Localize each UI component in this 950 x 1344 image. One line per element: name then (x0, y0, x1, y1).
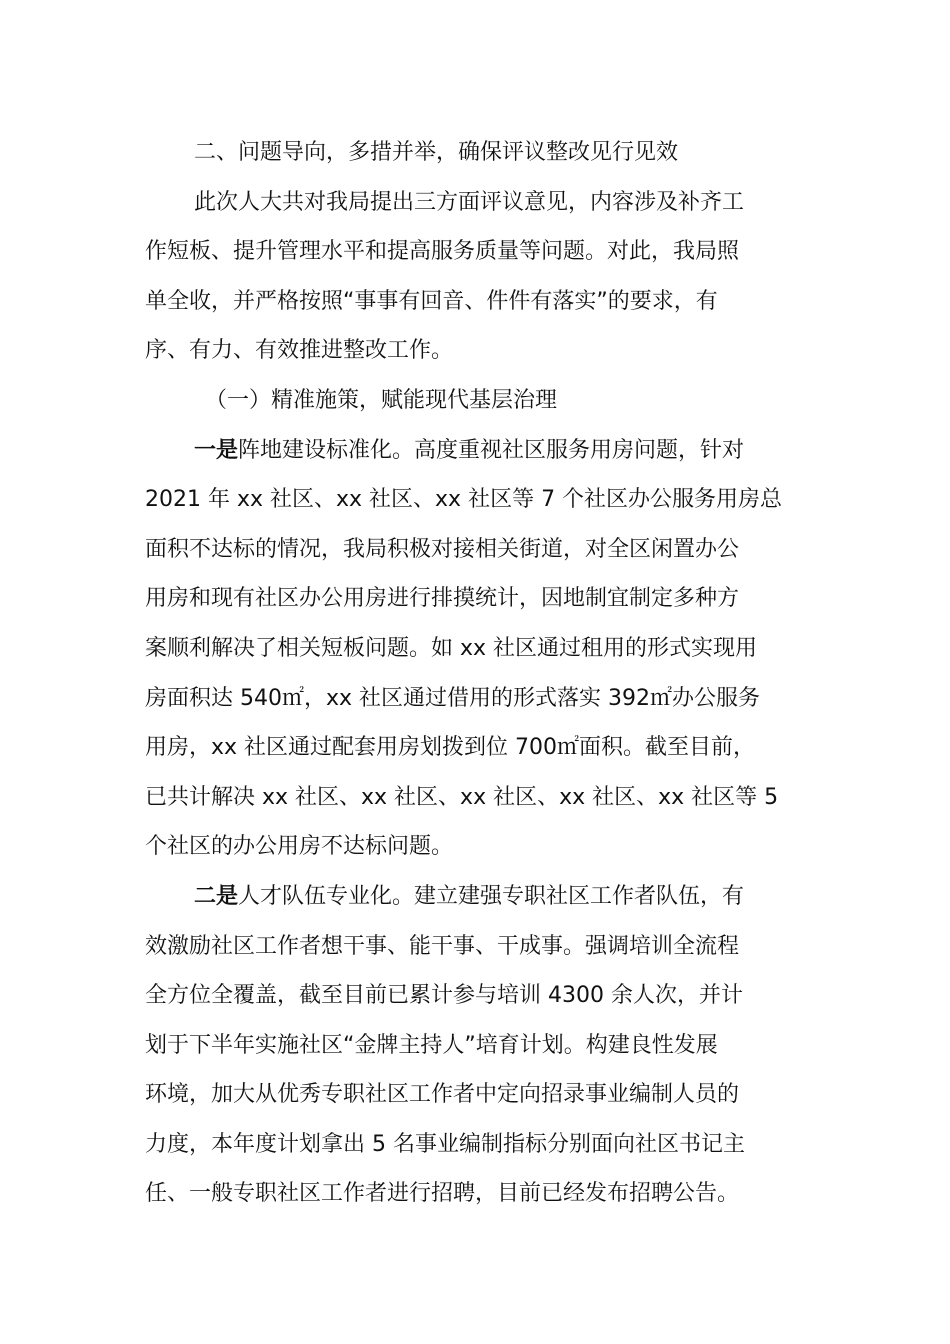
section-heading: 二、问题导向，多措并举，确保评议整改见行见效 (194, 140, 679, 165)
paragraph-intro (145, 178, 807, 376)
paragraph-line: 此次人大共对我局提出三方面评议意见，内容涉及补齐工 (194, 189, 745, 215)
item-lead: 二是 (194, 883, 239, 909)
document-body (145, 128, 807, 1219)
paragraph-line: 面积不达标的情况，我局积极对接相关街道，对全区闲置办公 (145, 536, 740, 562)
paragraph-item-one (145, 426, 807, 872)
paragraph-line: 任、一般专职社区工作者进行招聘，目前已经发布招聘公告。 (145, 1181, 740, 1207)
paragraph-line: 2021 年 xx 社区、xx 社区、xx 社区等 7 个社区办公服务用房总 (145, 487, 783, 513)
paragraph-first-line (145, 426, 807, 476)
paragraph-line: 作短板、提升管理水平和提高服务质量等问题。对此，我局照 (145, 239, 740, 265)
paragraph-line: 已共计解决 xx 社区、xx 社区、xx 社区、xx 社区、xx 社区等 5 (145, 784, 779, 810)
paragraph-line: 序、有力、有效推进整改工作。 (145, 338, 454, 364)
item-lead: 一是 (194, 437, 239, 463)
paragraph-line: 全方位全覆盖，截至目前已累计参与培训 4300 余人次，并计 (145, 983, 743, 1009)
paragraph-line-text: 人才队伍专业化。建立建强专职社区工作者队伍，有 (238, 883, 745, 909)
paragraph-line: 效激励社区工作者想干事、能干事、干成事。强调培训全流程 (145, 933, 740, 959)
paragraph-line: 环境，加大从优秀专职社区工作者中定向招录事业编制人员的 (145, 1082, 740, 1108)
paragraph-line-text: 阵地建设标准化。高度重视社区服务用房问题，针对 (238, 437, 745, 463)
paragraph-line: 单全收，并严格按照“事事有回音、件件有落实”的要求，有 (145, 288, 718, 314)
paragraph-line: 划于下半年实施社区“金牌主持人”培育计划。构建良性发展 (145, 1032, 718, 1058)
paragraph-line: 力度，本年度计划拿出 5 名事业编制指标分别面向社区书记主 (145, 1131, 745, 1157)
paragraph-line: 案顺利解决了相关短板问题。如 xx 社区通过租用的形式实现用 (145, 635, 758, 661)
paragraph-line: 用房和现有社区办公用房进行排摸统计，因地制宜制定多种方 (145, 586, 740, 612)
paragraph-line: 用房，xx 社区通过配套用房划拨到位 700㎡面积。截至目前， (145, 735, 756, 761)
paragraph-first-line (145, 872, 807, 922)
paragraph-line: 房面积达 540㎡，xx 社区通过借用的形式落实 392㎡办公服务 (145, 685, 761, 711)
subsection-heading: （一）精准施策，赋能现代基层治理 (205, 387, 558, 413)
paragraph-item-two (145, 872, 807, 1219)
paragraph-line: 个社区的办公用房不达标问题。 (145, 834, 454, 860)
